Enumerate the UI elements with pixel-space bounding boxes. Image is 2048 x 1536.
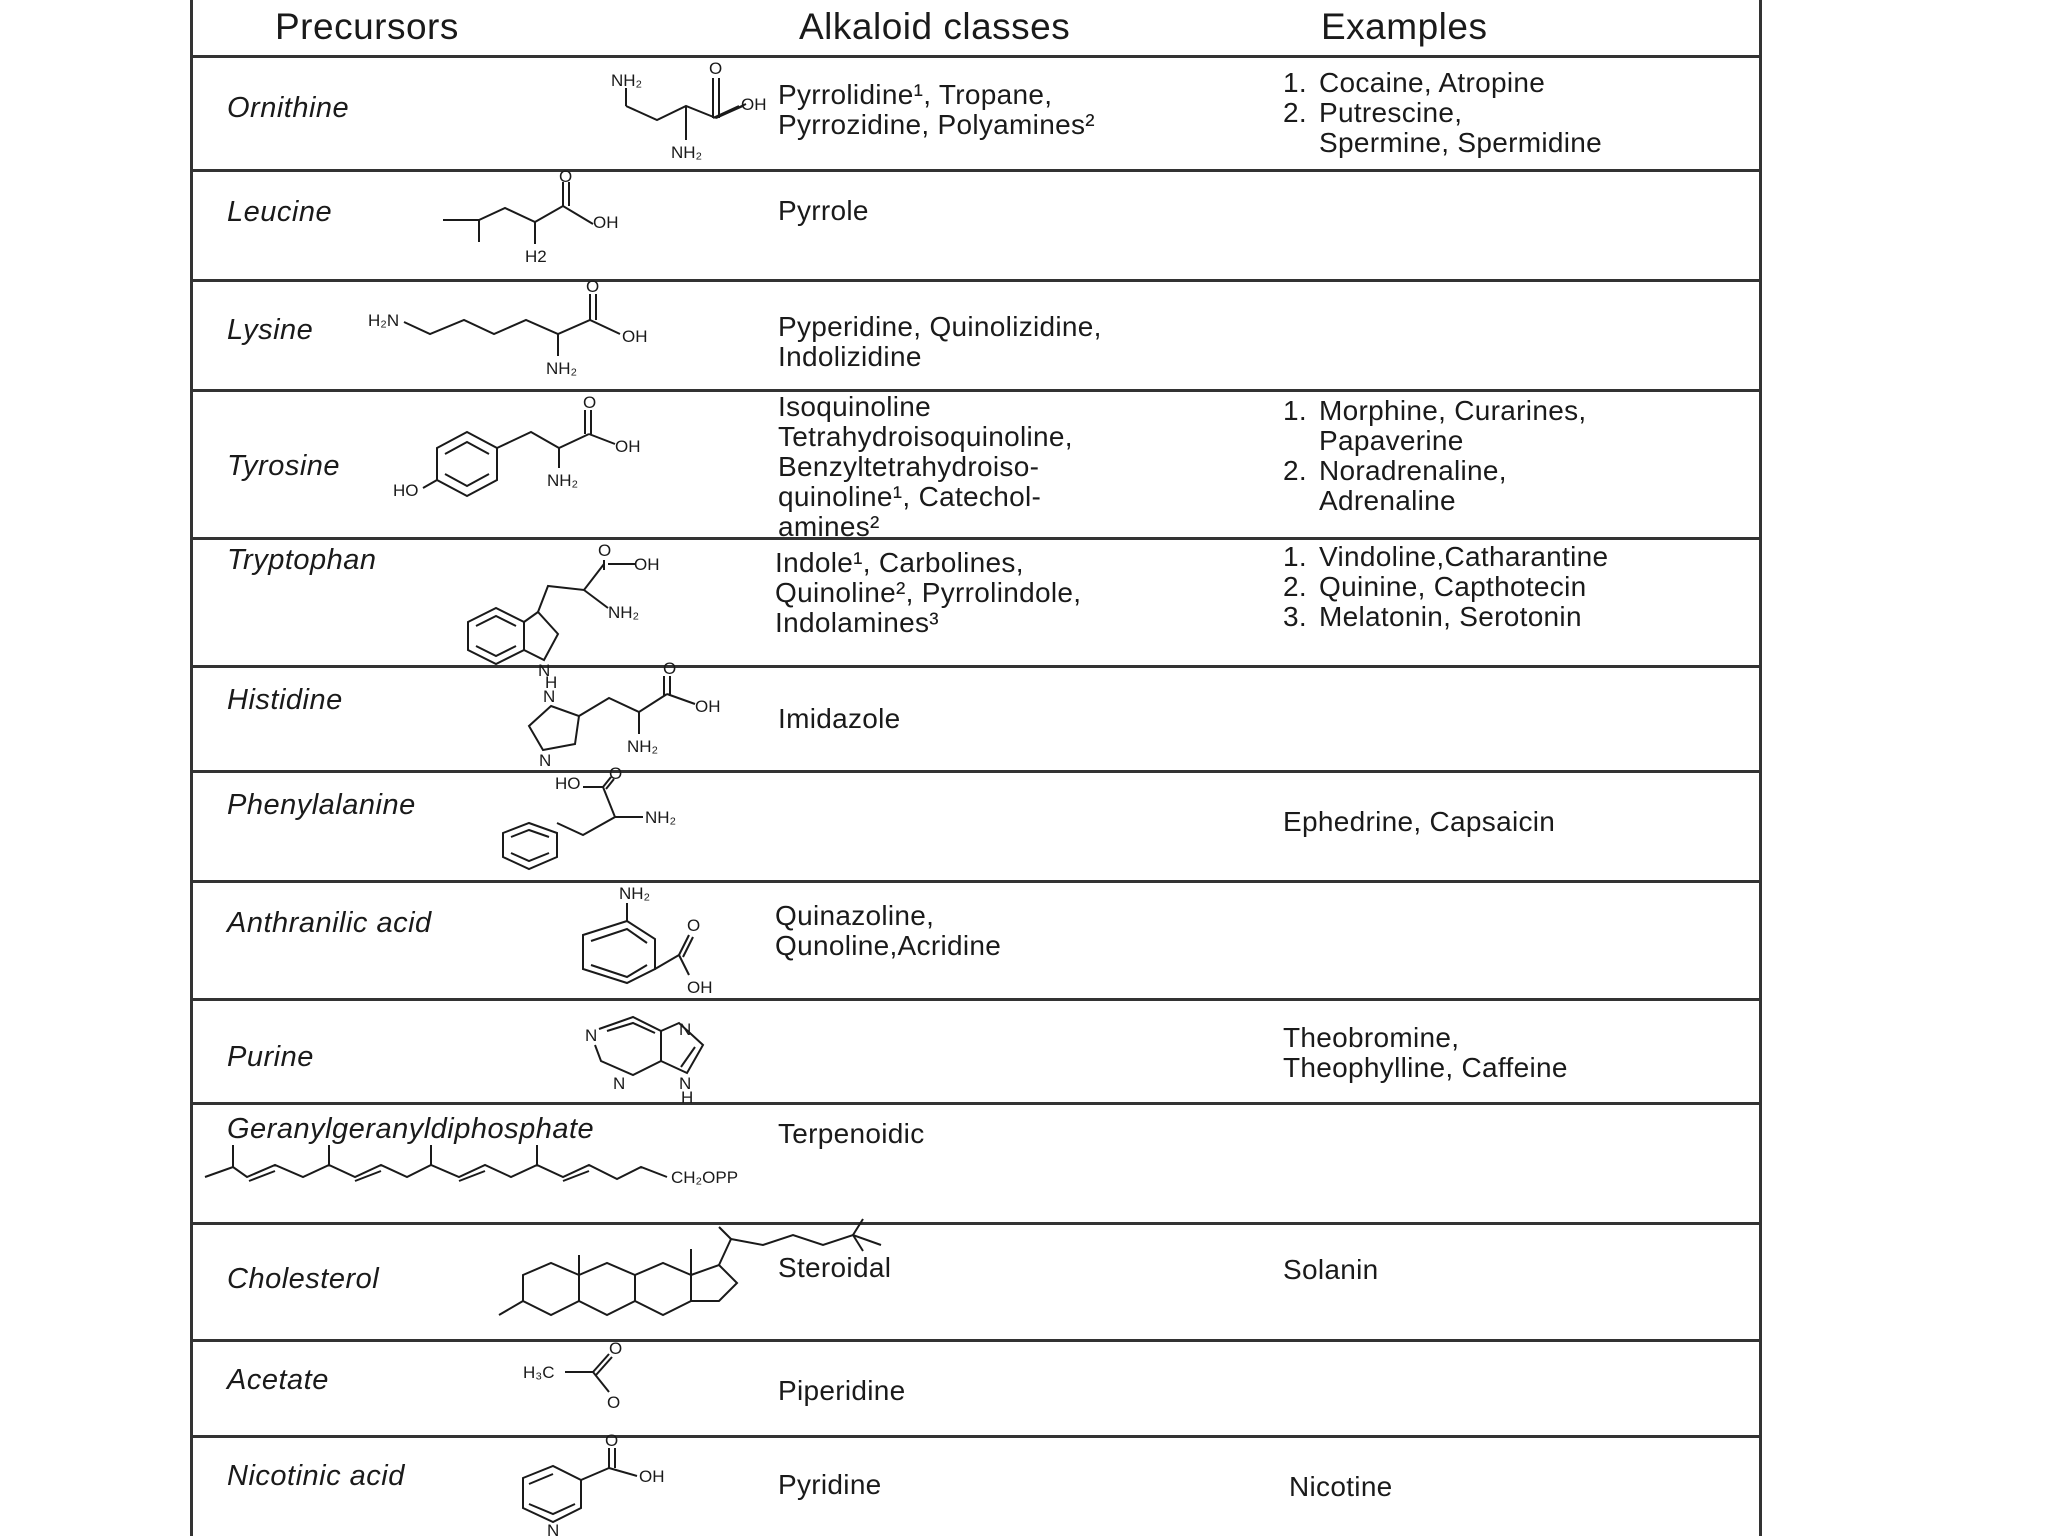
svg-text:N: N xyxy=(585,1026,598,1045)
svg-text:N: N xyxy=(679,1074,692,1093)
class-line: Pyridine xyxy=(778,1469,882,1500)
table-row-acetate xyxy=(193,1339,1759,1438)
class-line: Indolamines³ xyxy=(775,607,939,638)
class-line: Tetrahydroisoquinoline, xyxy=(778,421,1073,452)
svg-text:N: N xyxy=(613,1074,626,1093)
examples xyxy=(1283,396,1586,516)
alkaloid-classes xyxy=(778,1376,906,1406)
svg-text:NH₂: NH₂ xyxy=(608,603,640,622)
example-item: 2. Putrescine, Spermine, Spermidine xyxy=(1283,97,1603,158)
ggpp-structure xyxy=(205,1145,765,1205)
table-row-nicotinic-acid xyxy=(193,1431,1759,1536)
svg-text:N: N xyxy=(543,687,556,706)
example-item: Theobromine, Theophylline, Caffeine xyxy=(1283,1022,1568,1083)
precursor-name: Tryptophan xyxy=(227,544,377,576)
example-item: 1. Morphine, Curarines, Papaverine xyxy=(1283,395,1587,456)
svg-text:H₃C: H₃C xyxy=(523,1363,555,1382)
alkaloid-classes xyxy=(778,1119,925,1149)
precursor-name: Anthranilic acid xyxy=(227,907,432,939)
header-alkaloid-classes: Alkaloid classes xyxy=(799,6,1071,47)
example-item: 1. Vindoline,Catharantine xyxy=(1283,541,1609,572)
anthranilic-acid-structure xyxy=(493,883,743,1001)
examples xyxy=(1289,1472,1393,1502)
svg-text:OH: OH xyxy=(615,437,641,456)
table-row-phenylalanine xyxy=(193,764,1759,883)
alkaloid-classes xyxy=(775,548,1081,638)
svg-text:OH: OH xyxy=(695,697,721,716)
svg-text:H: H xyxy=(681,1088,694,1107)
precursor-name: Histidine xyxy=(227,684,343,716)
alkaloid-classes xyxy=(778,80,1095,140)
table-row-histidine xyxy=(193,659,1759,773)
svg-text:N: N xyxy=(538,661,551,680)
class-line: Quinazoline, xyxy=(775,900,935,931)
example-item: 3. Melatonin, Serotonin xyxy=(1283,601,1582,632)
precursor-name: Geranylgeranyldiphosphate xyxy=(227,1113,595,1145)
class-line: Indolizidine xyxy=(778,341,922,372)
precursor-name: Cholesterol xyxy=(227,1263,380,1295)
svg-text:O: O xyxy=(559,167,573,186)
class-line: Isoquinoline xyxy=(778,391,932,422)
table-row-geranylgeranyldiphosphate xyxy=(193,1105,1759,1225)
histidine-structure xyxy=(433,659,763,773)
alkaloid-classes xyxy=(778,1253,891,1283)
svg-text:O: O xyxy=(607,1393,621,1412)
table-row-anthranilic-acid xyxy=(193,883,1759,1001)
class-line: Quinoline², Pyrrolindole, xyxy=(775,577,1082,608)
class-line: Benzyltetrahydroiso- xyxy=(778,451,1040,482)
svg-text:O: O xyxy=(709,59,723,78)
svg-text:N: N xyxy=(679,1020,692,1039)
example-item: Nicotine xyxy=(1289,1471,1393,1502)
header-precursors: Precursors xyxy=(275,6,459,47)
table-row-ornithine xyxy=(193,58,1759,172)
class-line: Steroidal xyxy=(778,1252,892,1283)
svg-text:H₂N: H₂N xyxy=(368,311,400,330)
ornithine-structure xyxy=(413,58,767,172)
class-line: Terpenoidic xyxy=(778,1118,925,1149)
svg-text:NH₂: NH₂ xyxy=(627,737,659,756)
tryptophan-structure xyxy=(438,540,758,680)
svg-text:O: O xyxy=(586,277,600,296)
examples xyxy=(1283,1255,1379,1285)
precursor-name: Purine xyxy=(227,1041,314,1073)
leucine-structure xyxy=(443,167,723,282)
table-row-tyrosine xyxy=(193,392,1759,540)
svg-text:OH: OH xyxy=(687,978,713,997)
example-item: 2. Noradrenaline, Adrenaline xyxy=(1283,455,1507,516)
svg-text:H: H xyxy=(545,673,558,692)
table-row-tryptophan xyxy=(193,540,1759,680)
svg-text:NH₂: NH₂ xyxy=(619,884,651,903)
svg-text:H2: H2 xyxy=(525,247,547,266)
alkaloid-table xyxy=(190,0,1762,1536)
svg-text:HO: HO xyxy=(393,481,419,500)
svg-text:O: O xyxy=(583,393,597,412)
svg-text:N: N xyxy=(547,1521,560,1536)
class-line: amines² xyxy=(778,511,880,542)
example-item: 2. Quinine, Capthotecin xyxy=(1283,571,1587,602)
precursor-name: Acetate xyxy=(227,1364,329,1396)
class-line: Pyperidine, Quinolizidine, xyxy=(778,311,1102,342)
lysine-structure xyxy=(368,277,748,392)
svg-text:O: O xyxy=(687,916,701,935)
alkaloid-classes xyxy=(778,196,869,226)
example-item: Solanin xyxy=(1283,1254,1379,1285)
class-line: Qunoline,Acridine xyxy=(775,930,1002,961)
svg-text:O: O xyxy=(605,1431,619,1450)
phenylalanine-structure xyxy=(463,764,763,883)
table-row-leucine xyxy=(193,167,1759,282)
class-line: Indole¹, Carbolines, xyxy=(775,547,1024,578)
svg-text:OH: OH xyxy=(622,327,648,346)
precursor-name: Lysine xyxy=(227,314,314,346)
examples xyxy=(1283,68,1602,158)
examples xyxy=(1283,807,1555,837)
alkaloid-classes xyxy=(778,392,1073,542)
header-row xyxy=(193,0,1759,58)
class-line: Piperidine xyxy=(778,1375,906,1406)
class-line: Imidazole xyxy=(778,703,901,734)
class-line: Pyrrolidine¹, Tropane, xyxy=(778,79,1053,110)
svg-text:O: O xyxy=(609,764,623,783)
example-item: Ephedrine, Capsaicin xyxy=(1283,806,1556,837)
svg-text:O: O xyxy=(598,541,612,560)
table-row-purine xyxy=(193,1001,1759,1105)
svg-text:O: O xyxy=(663,659,677,678)
precursor-name: Nicotinic acid xyxy=(227,1460,405,1492)
cholesterol-structure xyxy=(393,1225,753,1342)
svg-text:NH₂: NH₂ xyxy=(645,808,677,827)
example-item: 1. Cocaine, Atropine xyxy=(1283,67,1546,98)
precursor-name: Phenylalanine xyxy=(227,789,416,821)
svg-text:OH: OH xyxy=(639,1467,665,1486)
svg-text:NH₂: NH₂ xyxy=(547,471,579,490)
alkaloid-classes xyxy=(778,704,901,734)
precursor-name: Ornithine xyxy=(227,92,350,124)
table-row-cholesterol xyxy=(193,1225,1759,1342)
class-line: Pyrrozidine, Polyamines² xyxy=(778,109,1095,140)
class-line: quinoline¹, Catechol- xyxy=(778,481,1042,512)
acetate-structure xyxy=(523,1339,703,1438)
svg-text:OH: OH xyxy=(741,95,767,114)
examples xyxy=(1283,1023,1568,1083)
alkaloid-classes xyxy=(778,312,1102,372)
svg-text:O: O xyxy=(609,1339,623,1358)
svg-text:CH₂OPP: CH₂OPP xyxy=(671,1168,739,1187)
precursor-name: Tyrosine xyxy=(227,450,341,482)
class-line: Pyrrole xyxy=(778,195,869,226)
svg-text:OH: OH xyxy=(634,555,660,574)
svg-text:OH: OH xyxy=(593,213,619,232)
nicotinic-acid-structure xyxy=(463,1431,763,1536)
examples xyxy=(1283,542,1608,632)
svg-text:NH₂: NH₂ xyxy=(671,143,703,162)
svg-text:N: N xyxy=(539,751,552,770)
header-examples: Examples xyxy=(1321,6,1488,47)
table-row-lysine xyxy=(193,277,1759,392)
svg-text:NH₂: NH₂ xyxy=(611,71,643,90)
alkaloid-classes xyxy=(775,901,1001,961)
precursor-name: Leucine xyxy=(227,196,333,228)
alkaloid-classes xyxy=(778,1470,882,1500)
tyrosine-structure xyxy=(393,392,753,540)
svg-text:NH₂: NH₂ xyxy=(546,359,578,378)
svg-text:HO: HO xyxy=(555,774,581,793)
purine-structure xyxy=(483,1001,723,1105)
